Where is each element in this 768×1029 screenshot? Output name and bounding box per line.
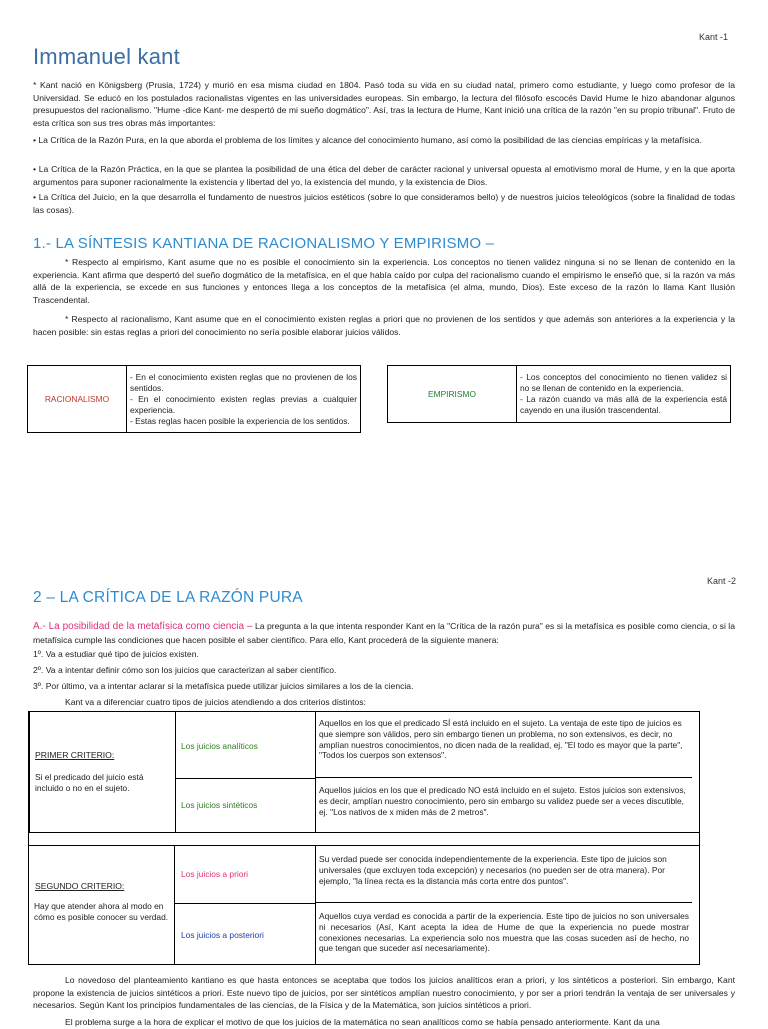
second-criterion-desc: Hay que atender ahora al modo en cómo es posible conocer su verdad. <box>34 901 169 922</box>
first-criterion-title: PRIMER CRITERIO: <box>35 750 115 760</box>
synthetic-label: Los juicios sintéticos <box>181 800 258 810</box>
page-number-2: Kant -2 <box>706 576 736 586</box>
empirismo-text: - Los conceptos del conocimiento no tienen validez si no se llenan de contenido en la experiencia. - La razón cuando va más allá de la experiencia está cayendo en una ilusión trascendental. <box>517 366 731 423</box>
page-title: Immanuel kant <box>33 44 180 69</box>
empirismo-table <box>387 365 731 423</box>
first-criterion-cell <box>29 712 176 832</box>
closing-paragraph: Lo novedoso del planteamiento kantiano es que hasta entonces se aceptaba que todos los juicios analíticos eran a priori, y los sintéticos a posteriori. Sin embargo, Kant propone la existencia de juicios sintéticos a priori. Este nuevo tipo de juicios, por ser sintéticos amplían nuestro conocimiento, y por ser a priori tendrán la ventaja de ser universales y necesarios. Según Kant los principios fundamentales de las ciencias, de la Física y de la Matemática, son juicios sintéticos a priori. <box>33 975 735 1011</box>
racionalismo-paragraph: * Respecto al racionalismo, Kant asume que en el conocimiento existen reglas a priori que no provienen de los sentidos y que además son anteriores a la experiencia y la hacen posible: sin estas reglas a priori del conocimiento no sería posible elaborar juicios válidos. <box>33 314 735 337</box>
aposteriori-desc: Aquellos cuya verdad es conocida a partir de la experiencia. Este tipo de juicios no son universales ni necesarios (Así, Kant acepta la idea de Hume de que la experiencia no puede mostrar conexiones necesarias. La experiencia solo nos muestra que las cosas suceden así de hecho, no que tengan que suceder así necesariamente). <box>319 911 689 954</box>
section2-intro-text: La pregunta a la que intenta responder Kant en la "Crítica de la razón pura" es si la metafísica es posible como ciencia, o si la metafísica cumple las condiciones que hacen posible el saber científico. Para ello, Kant procederá de la siguiente manera: <box>33 621 735 645</box>
criteria-lead: Kant va a diferenciar cuatro tipos de juicios atendiendo a dos criterios distintos: <box>65 697 366 707</box>
racionalismo-label: RACIONALISMO <box>28 366 127 433</box>
section2-heading: 2 – LA CRÍTICA DE LA RAZÓN PURA <box>33 589 303 606</box>
first-criterion-desc: Si el predicado del juicio está incluido o no en el sujeto. <box>35 772 144 793</box>
racionalismo-text: - En el conocimiento existen reglas que no provienen de los sentidos. - En el conocimiento existen reglas previas a cualquier experiencia. - Estas reglas hacen posible la experiencia de los sentidos. <box>127 366 361 433</box>
table-separator <box>29 832 699 846</box>
section2-intro <box>33 620 735 646</box>
bullet-practical-reason: • La Crítica de la Razón Práctica, en la que se plantea la posibilidad de una ética del deber de carácter racional y universal opuesta al emotivismo moral de Hume, y en la que aporta argumentos para suponer racionalmente la existencia y libertad del yo, la existencia del mundo, y la existencia de Dios. <box>33 164 735 187</box>
step-3: 3º. Por último, va a intentar aclarar si la metafísica puede utilizar juicios similares a los de la ciencia. <box>33 681 414 691</box>
apriori-desc: Su verdad puede ser conocida independientemente de la experiencia. Este tipo de juicios son universales (que excluyen toda excepción) y necesarios (no pueden ser de otra manera). Por ejemplo, "la línea recta es la distancia más corta entre dos puntos". <box>316 845 692 903</box>
apriori-label: Los juicios a priori <box>181 869 249 879</box>
apriori-type <box>175 845 316 904</box>
section1-heading: 1.- LA SÍNTESIS KANTIANA DE RACIONALISMO Y EMPIRISMO – <box>33 235 495 252</box>
empirismo-label: EMPIRISMO <box>388 366 517 423</box>
intro-paragraph: * Kant nació en Königsberg (Prusia, 1724) y murió en esa misma ciudad en 1804. Pasó toda su vida en su ciudad natal, primero como estudiante, y luego como profesor de la Universidad. Se educó en los postulados racionalistas vigentes en las universidades europeas. Sin embargo, la lectura del filósofo escocés David Hume le hizo abandonar algunos presupuestos del racionalismo. "Hume -dice Kant- me despertó de mi sueño dogmático". Así, tras la lectura de Hume, Kant inició una crítica de la razón "en su propio tribunal". Fruto de esta crítica son sus tres obras más importantes: <box>33 80 735 128</box>
page-number: Kant -1 <box>698 32 728 42</box>
racionalismo-table <box>27 365 361 433</box>
closing-paragraph-2: El problema surge a la hora de explicar el motivo de que los juicios de la matemática no sean analíticos como se había pensado anteriormente. Kant da una <box>65 1017 660 1027</box>
empirismo-paragraph: * Respecto al empirismo, Kant asume que no es posible el conocimiento sin la experiencia. Los conceptos no tienen validez ninguna si no se llenan de contenido en la experiencia. Kant afirma que despertó del sueño dogmático de la metafísica, en el que había caído por culpa del racionalismo cuando el empirismo le enseñó que, si la razón va más allá de la experiencia, se excede en sus funciones y entonces llega a los conceptos de la metafísica (el alma, mundo, Dios). Este exceso de la razón lo llama Kant Ilusión Trascendental. <box>33 257 735 305</box>
analytic-desc: Aquellos en los que el predicado SÍ está incluido en el sujeto. La ventaja de este tipo de juicios es que siempre son válidos, pero sin embargo tienen un problema, no son extensivos, es decir, no amplían nuestros conocimientos, no dicen nada de la realidad, ej. "El todo es mayor que la parte", "Todos los cuerpos son extensos". <box>316 712 692 778</box>
synthetic-type <box>175 779 316 832</box>
step-2: 2º. Va a intentar definir cómo son los juicios que caracterizan al saber científico. <box>33 665 337 675</box>
aposteriori-label: Los juicios a posteriori <box>181 930 264 940</box>
bullet-judgment: • La Crítica del Juicio, en la que desarrolla el fundamento de nuestros juicios estéticos (sobre lo que consideramos bello) y de nuestros juicios teleológicos (sobre la finalidad de todas las cosas). <box>33 192 735 215</box>
aposteriori-type <box>175 904 316 964</box>
analytic-type <box>175 712 316 779</box>
criteria-table <box>28 711 700 965</box>
step-1: 1º. Va a estudiar qué tipo de juicios existen. <box>33 649 199 659</box>
second-criterion-cell <box>29 845 175 964</box>
bullet-pure-reason: • La Crítica de la Razón Pura, en la que aborda el problema de los límites y alcance del conocimiento humano, así como la posibilidad de las ciencias empíricas y la metafísica. <box>33 135 702 145</box>
second-criterion-title: SEGUNDO CRITERIO: <box>35 881 125 891</box>
metaphysics-subheading: A.- La posibilidad de la metafísica como ciencia – <box>33 621 253 632</box>
analytic-label: Los juicios analíticos <box>181 741 258 751</box>
synthetic-desc: Aquellos juicios en los que el predicado NO está incluido en el sujeto. Estos juicios son extensivos, es decir, amplían nuestro conocimiento, pero sin embargo su validez puede ser a veces discutible, ej. "Los nativos de x miden más de 2 metros". <box>319 785 686 817</box>
